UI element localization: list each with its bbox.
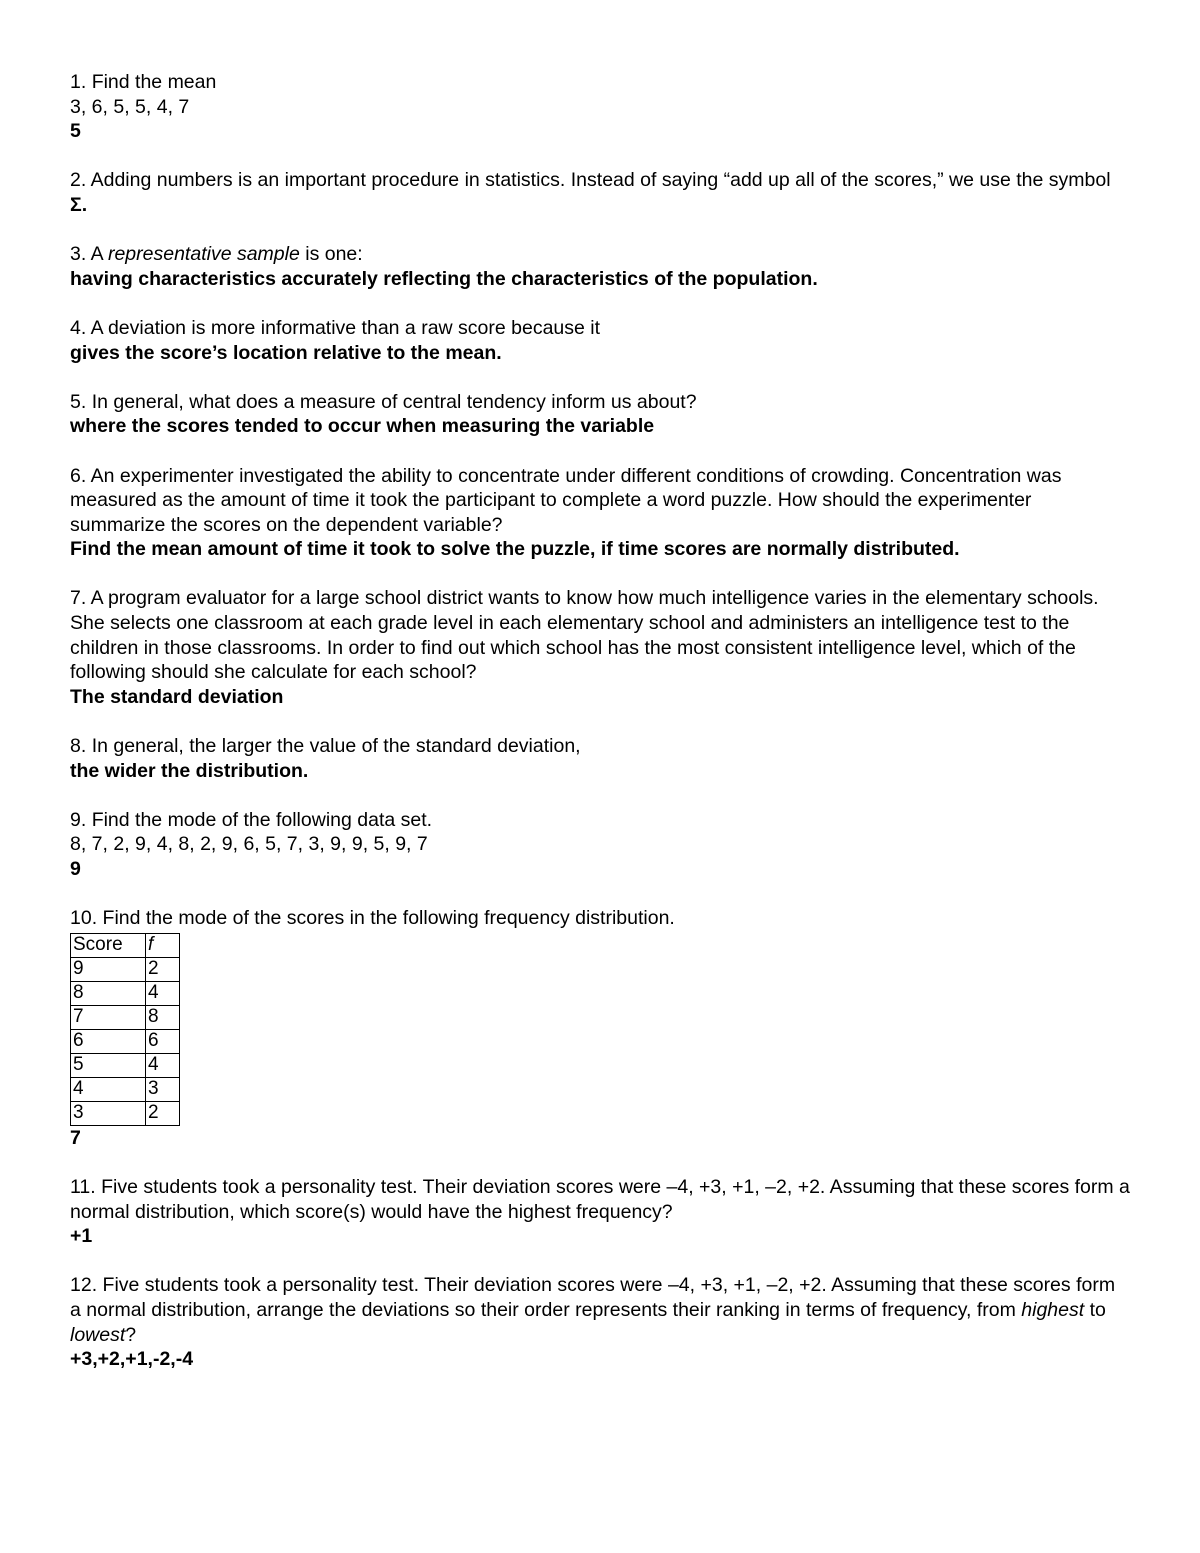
table-header-row [71,933,180,957]
answer: the wider the distribution. [70,759,309,782]
question-number: 1. [70,71,87,93]
question-term-lowest: lowest [70,1323,126,1346]
answer: The standard deviation [70,685,284,708]
question-text-mid: to [1084,1298,1106,1321]
question-text-pre: Five students took a personality test. Their deviation scores were –4, +3, +1, –2, +2. Assuming that these scores form a normal distribution, arrange the deviations so their order represents their ranking in terms of frequency, from [70,1274,1116,1321]
question-7 [70,586,1130,709]
question-text: An experimenter investigated the ability to concentrate under different conditions of crowding. Concentration was measured as the amount of time it took the participant to complete a word puzzle. How should the experimenter summarize the scores on the dependent variable? [70,464,1062,536]
question-6 [70,464,1130,562]
table-row [71,1077,180,1101]
answer: where the scores tended to occur when measuring the variable [70,415,655,438]
question-number: 9. [70,808,87,831]
answer: +1 [70,1225,93,1248]
table-cell-f: 4 [146,1053,180,1077]
question-10 [70,906,1130,1150]
answer: 5 [70,120,81,143]
question-text: Five students took a personality test. Their deviation scores were –4, +3, +1, –2, +2. Assuming that these scores form a normal distribution, which score(s) would have the highest frequency? [70,1175,1130,1223]
data-set: 3, 6, 5, 5, 4, 7 [70,95,190,118]
table-header-f: f [146,933,180,957]
question-8 [70,734,1130,783]
answer: gives the score’s location relative to the mean. [70,341,502,364]
question-text-post: ? [125,1323,137,1346]
table-row [71,981,180,1005]
question-number: 7. [70,587,87,610]
table-cell-score: 7 [71,1005,146,1029]
table-row [71,1053,180,1077]
question-number: 8. [70,735,87,758]
table-cell-f: 8 [146,1005,180,1029]
question-2 [70,168,1130,217]
question-term-highest: highest [1021,1298,1085,1321]
question-text: Find the mode of the following data set. [91,808,433,831]
question-number: 5. [70,390,87,413]
question-11 [70,1175,1130,1249]
table-row [71,1101,180,1125]
table-header-score: Score [71,933,146,957]
question-text: In general, what does a measure of central tendency inform us about? [91,390,697,413]
question-9 [70,808,1130,882]
question-4 [70,316,1130,365]
question-number: 2. [70,169,87,192]
question-1 [70,70,1130,144]
question-text: A program evaluator for a large school district wants to know how much intelligence varies in the elementary schools. She selects one classroom at each grade level in each elementary school and administers an intelligence test to the children in those classrooms. In order to find out which school has the most consistent intelligence level, which of the following should she calculate for each school? [70,587,1099,684]
table-cell-score: 5 [71,1053,146,1077]
question-term: representative sample [107,243,300,266]
question-3 [70,242,1130,291]
frequency-table [70,933,180,1126]
question-text-post: is one: [299,243,363,266]
answer: Find the mean amount of time it took to solve the puzzle, if time scores are normally distributed. [70,538,960,561]
table-cell-score: 6 [71,1029,146,1053]
question-text: Adding numbers is an important procedure in statistics. Instead of saying “add up all of the scores,” we use the symbol [90,169,1111,192]
table-row [71,1029,180,1053]
answer: having characteristics accurately reflecting the characteristics of the population. [70,267,818,290]
table-cell-f: 2 [146,1101,180,1125]
data-set: 8, 7, 2, 9, 4, 8, 2, 9, 6, 5, 7, 3, 9, 9, 5, 9, 7 [70,833,428,856]
table-row [71,957,180,981]
question-5 [70,390,1130,439]
question-text: Find the mean [91,71,217,93]
table-cell-f: 3 [146,1077,180,1101]
question-number: 11. [70,1175,96,1198]
answer: 7 [70,1126,81,1149]
question-text: In general, the larger the value of the standard deviation, [91,735,581,758]
answer: +3,+2,+1,-2,-4 [70,1348,194,1371]
table-cell-score: 3 [71,1101,146,1125]
table-cell-f: 2 [146,957,180,981]
table-row [71,1005,180,1029]
question-number: 10. [70,907,98,930]
question-number: 3. [70,243,87,266]
table-cell-score: 8 [71,981,146,1005]
answer: 9 [70,858,81,880]
answer: Σ. [70,193,88,216]
question-number: 6. [70,464,87,487]
question-text-pre: A [90,243,108,266]
document-page [70,70,1130,1396]
table-cell-score: 4 [71,1077,146,1101]
table-cell-f: 4 [146,981,180,1005]
question-12 [70,1273,1130,1371]
question-text: A deviation is more informative than a raw score because it [90,316,601,339]
table-cell-f: 6 [146,1029,180,1053]
question-number: 12. [70,1274,98,1297]
question-number: 4. [70,316,87,339]
table-cell-score: 9 [71,957,146,981]
question-text: Find the mode of the scores in the following frequency distribution. [102,907,675,930]
